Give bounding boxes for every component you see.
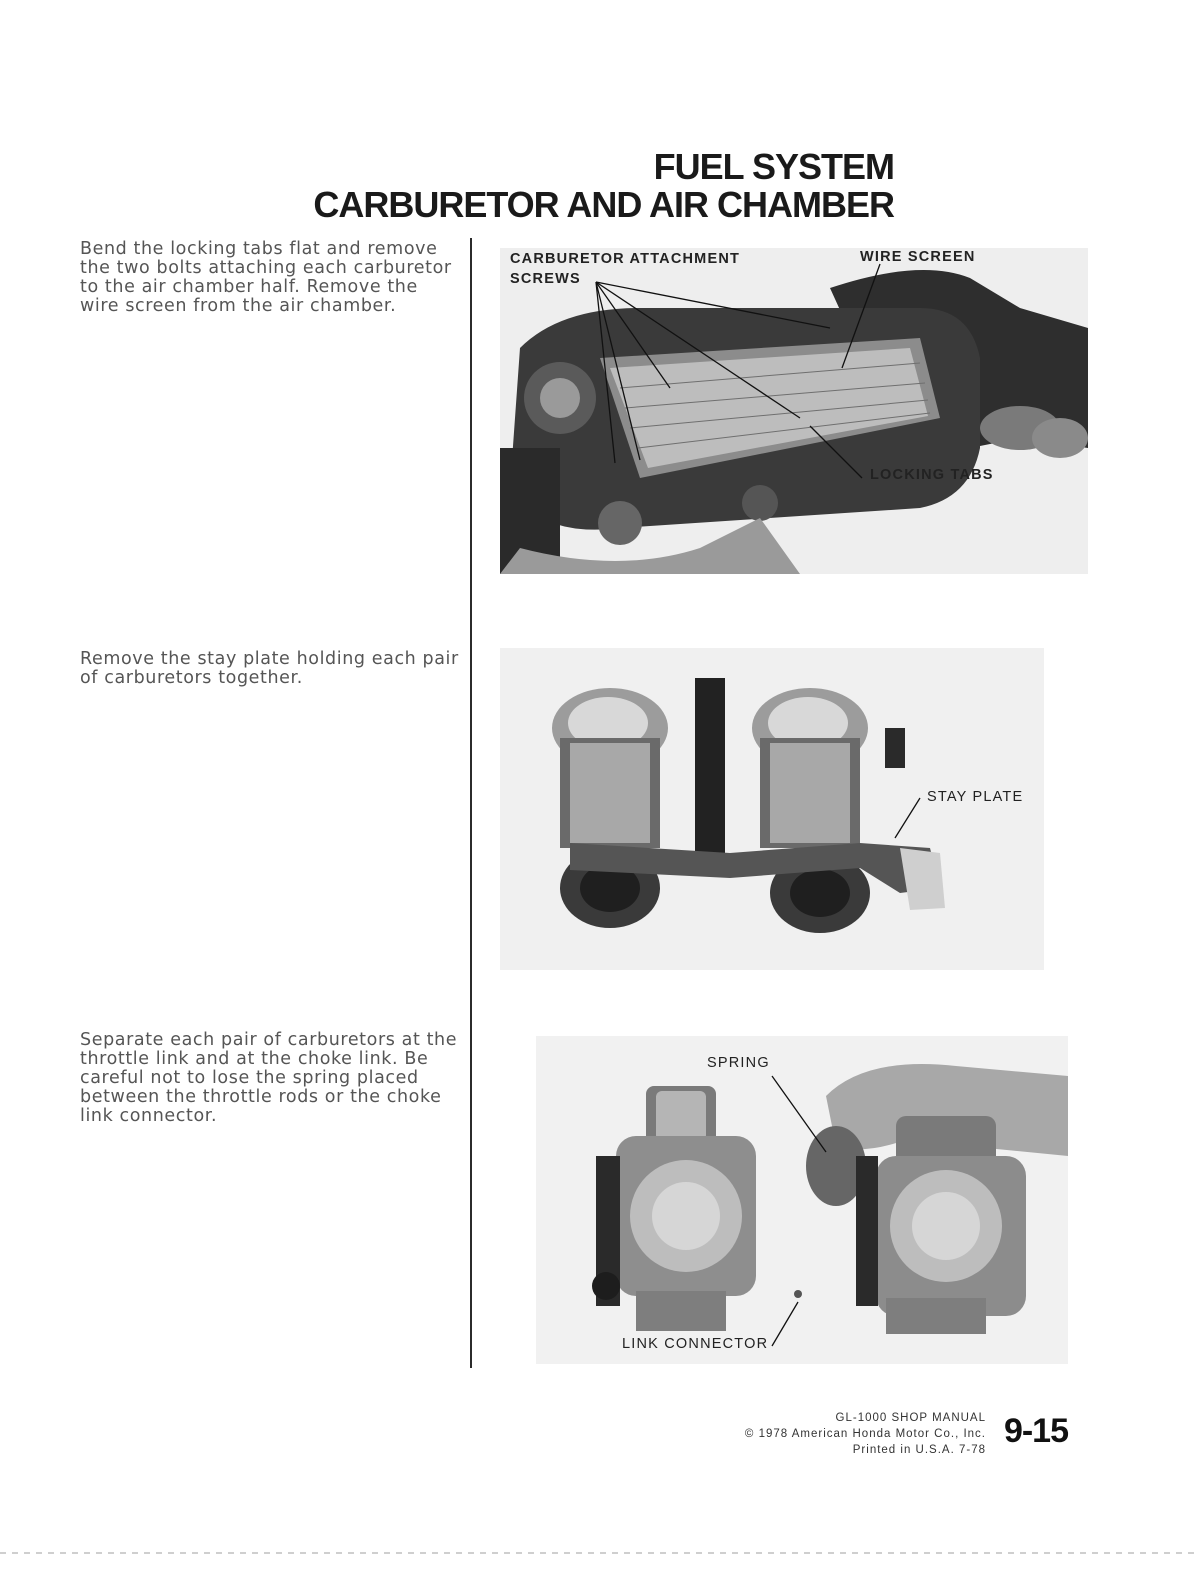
label-link-connector: LINK CONNECTOR	[622, 1336, 769, 1352]
column-divider	[470, 238, 472, 1368]
photo-stay-plate	[500, 648, 1044, 970]
footer-copyright: © 1978 American Honda Motor Co., Inc.	[744, 1428, 986, 1440]
subsection-title: CARBURETOR AND AIR CHAMBER	[313, 184, 894, 225]
label-stay-plate: STAY PLATE	[927, 789, 1024, 805]
label-locking-tabs: LOCKING TABS	[870, 467, 994, 483]
label-carburetor-attachment: CARBURETOR ATTACHMENT	[510, 251, 741, 267]
step-1-text: Bend the locking tabs flat and remove the two bolts attaching each carburetor to the air chamber half. Remove the wire screen from the air chamber.	[80, 239, 452, 316]
page-number: 9-15	[1003, 1412, 1068, 1450]
label-spring: SPRING	[707, 1055, 770, 1071]
step-3-text: Separate each pair of carburetors at the throttle link and at the choke link. Be careful not to lose the spring placed between the throttle rods or the choke link connector.	[80, 1030, 458, 1126]
step-2-text: Remove the stay plate holding each pair of carburetors together.	[80, 649, 459, 688]
footer-manual: GL-1000 SHOP MANUAL	[835, 1412, 986, 1424]
photo-separate-carburetors	[536, 1036, 1068, 1364]
label-screws: SCREWS	[510, 271, 581, 287]
label-wire-screen: WIRE SCREEN	[860, 249, 976, 265]
photo-air-chamber	[500, 248, 1088, 574]
scan-edge-artifact	[0, 1552, 1196, 1554]
footer-printed: Printed in U.S.A. 7-78	[852, 1444, 986, 1456]
section-title: FUEL SYSTEM	[653, 146, 894, 187]
